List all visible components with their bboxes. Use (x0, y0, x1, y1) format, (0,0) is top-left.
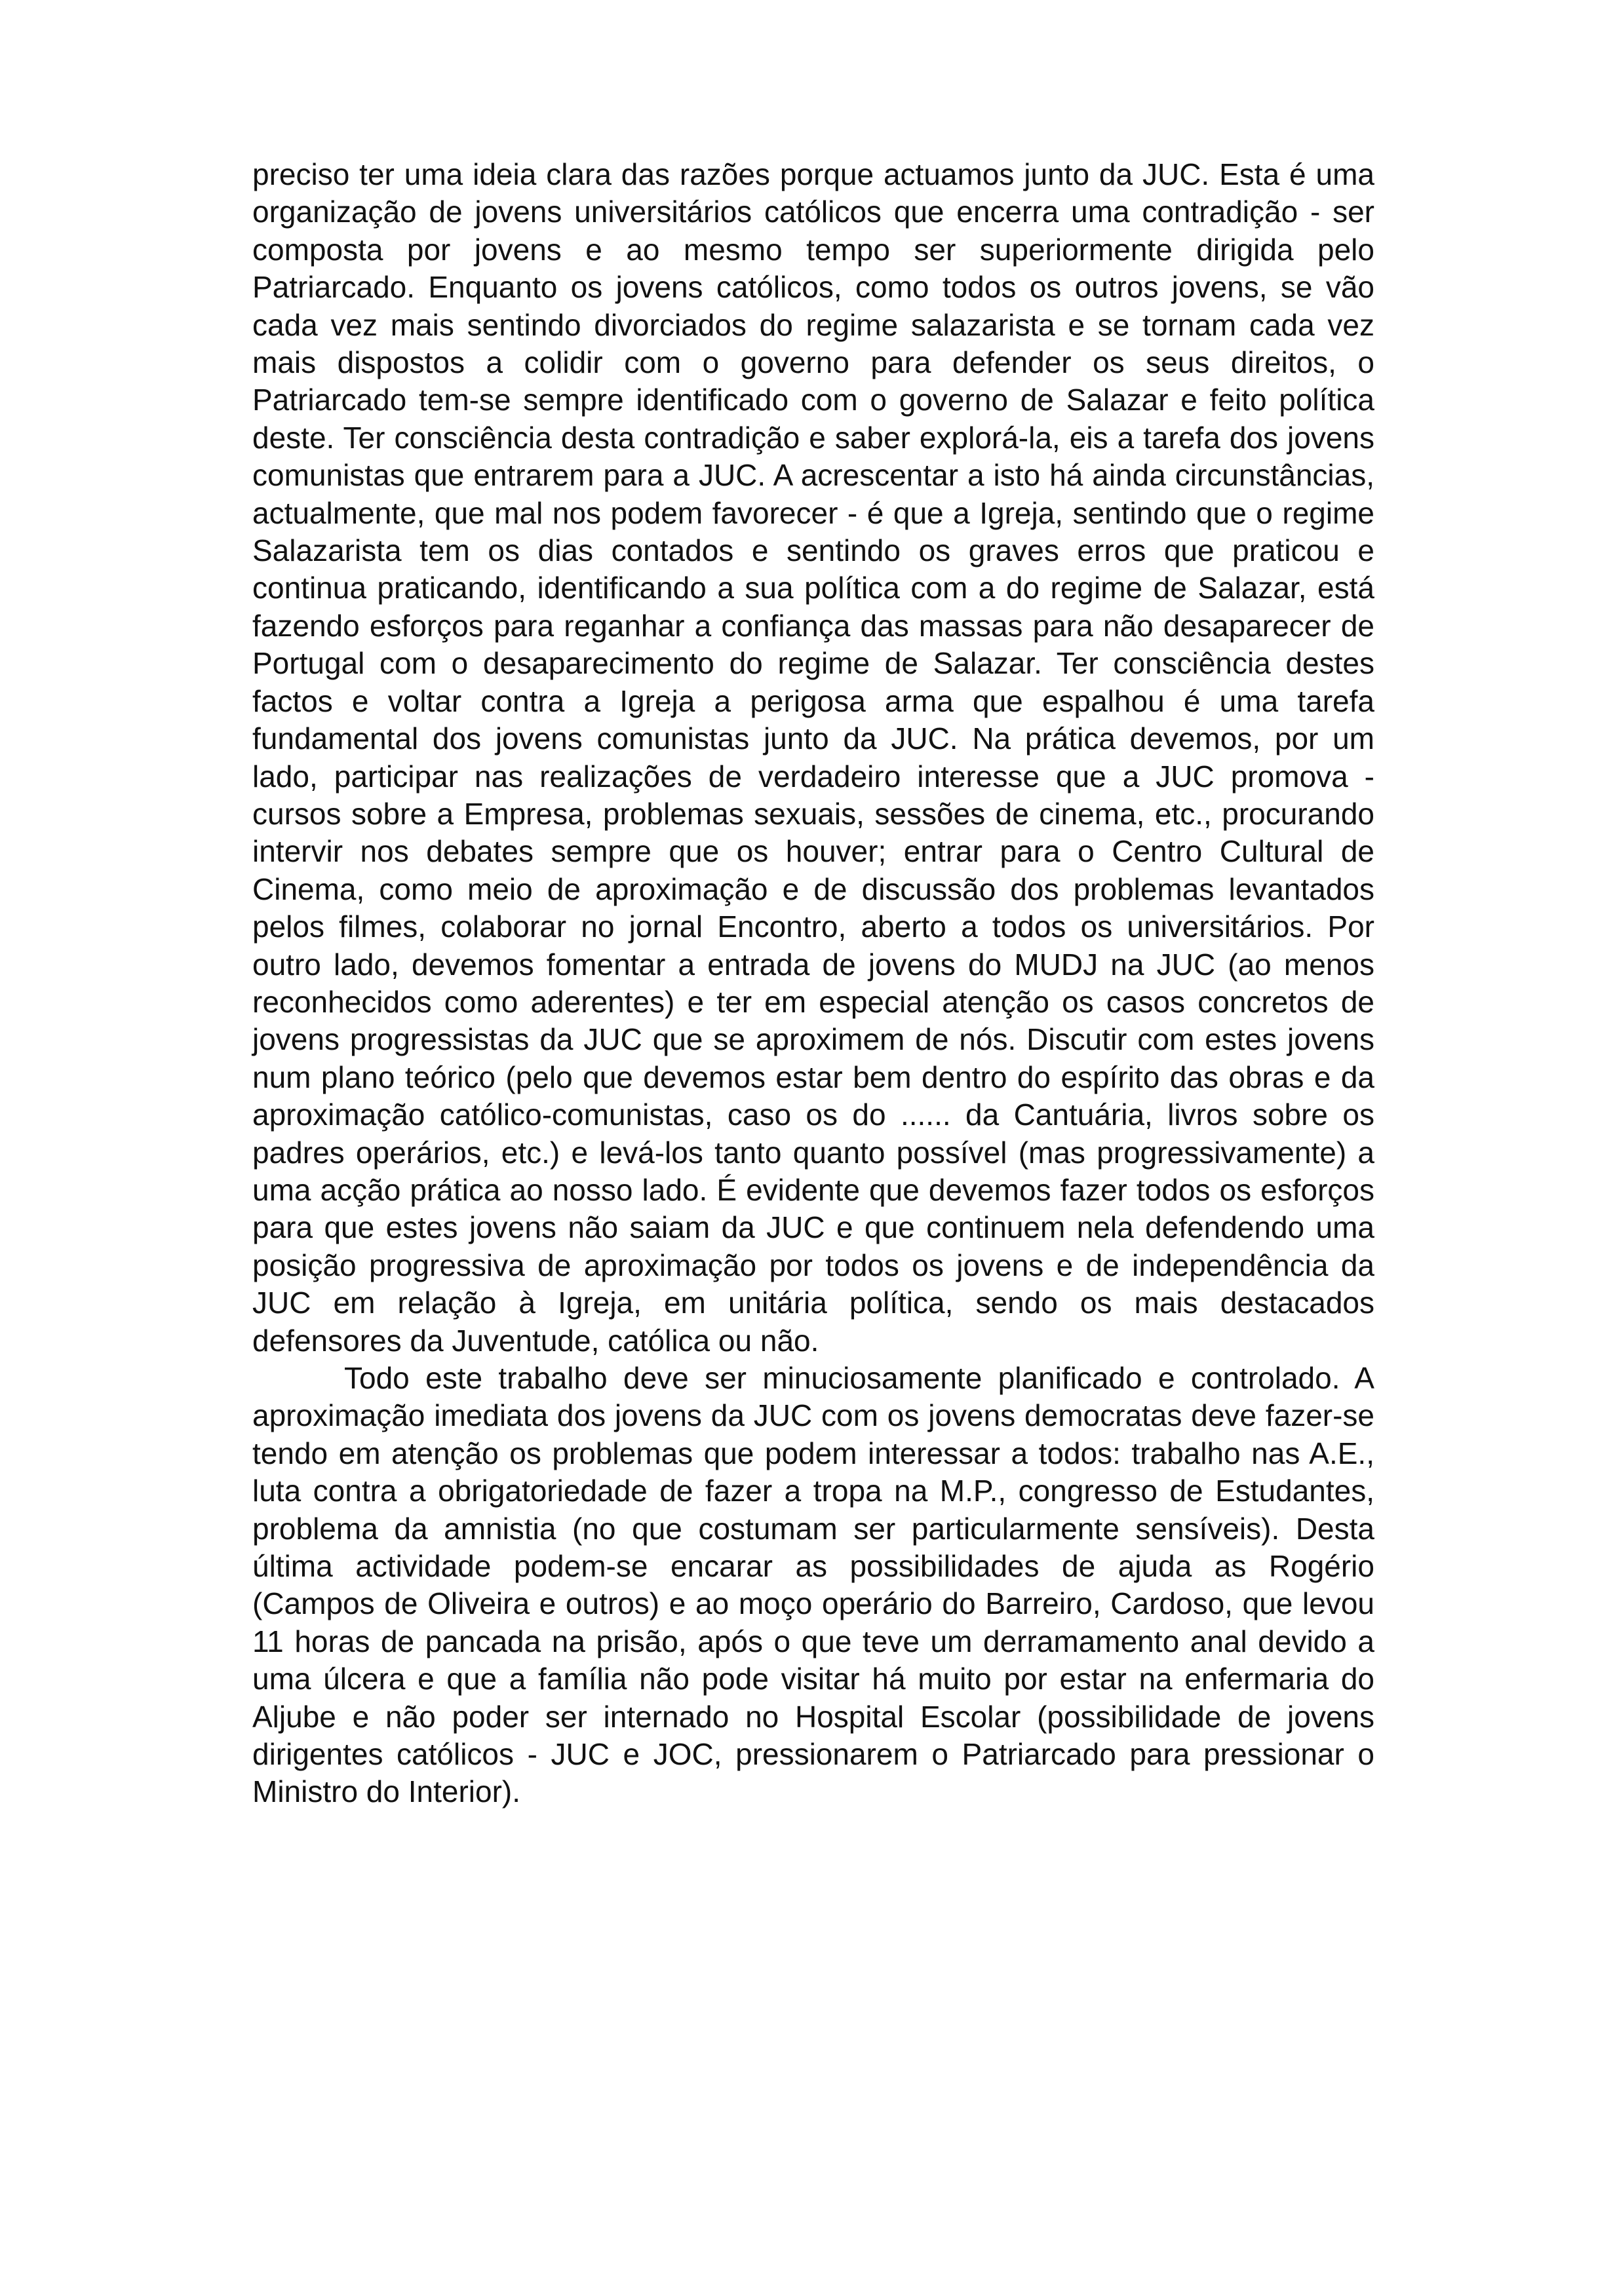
document-body (252, 156, 1374, 1811)
paragraph-2: Todo este trabalho deve ser minuciosamente planificado e controlado. A aproximação imediata dos jovens da JUC com os jovens democratas deve fazer-se tendo em atenção os problemas que podem interessar a todos: trabalho nas A.E., luta contra a obrigatoriedade de fazer a tropa na M.P., congresso de Estudantes, problema da amnistia (no que costumam ser particularmente sensíveis). Desta última actividade podem-se encarar as possibilidades de ajuda as Rogério (Campos de Oliveira e outros) e ao moço operário do Barreiro, Cardoso, que levou 11 horas de pancada na prisão, após o que teve um derramamento anal devido a uma úlcera e que a família não pode visitar há muito por estar na enfermaria do Aljube e não poder ser internado no Hospital Escolar (possibilidade de jovens dirigentes católicos - JUC e JOC, pressionarem o Patriarcado para pressionar o Ministro do Interior). (252, 1361, 1374, 1809)
paragraph-1: preciso ter uma ideia clara das razões porque actuamos junto da JUC. Esta é uma organização de jovens universitários católicos que encerra uma contradição - ser composta por jovens e ao mesmo tempo ser superiormente dirigida pelo Patriarcado. Enquanto os jovens católicos, como todos os outros jovens, se vão cada vez mais sentindo divorciados do regime salazarista e se tornam cada vez mais dispostos a colidir com o governo para defender os seus direitos, o Patriarcado tem-se sempre identificado com o governo de Salazar e feito política deste. Ter consciência desta contradição e saber explorá-la, eis a tarefa dos jovens comunistas que entrarem para a JUC. A acrescentar a isto há ainda circunstâncias, actualmente, que mal nos podem favorecer - é que a Igreja, sentindo que o regime Salazarista tem os dias contados e sentindo os graves erros que praticou e continua praticando, identificando a sua política com a do regime de Salazar, está fazendo esforços para reganhar a confiança das massas para não desaparecer de Portugal com o desaparecimento do regime de Salazar. Ter consciência destes factos e voltar contra a Igreja a perigosa arma que espalhou é uma tarefa fundamental dos jovens comunistas junto da JUC. Na prática devemos, por um lado, participar nas realizações de verdadeiro interesse que a JUC promova - cursos sobre a Empresa, problemas sexuais, sessões de cinema, etc., procurando intervir nos debates sempre que os houver; entrar para o Centro Cultural de Cinema, como meio de aproximação e de discussão dos problemas levantados pelos filmes, colaborar no jornal Encontro, aberto a todos os universitários. Por outro lado, devemos fomentar a entrada de jovens do MUDJ na JUC (ao menos reconhecidos como aderentes) e ter em especial atenção os casos concretos de jovens progressistas da JUC que se aproximem de nós. Discutir com estes jovens num plano teórico (pelo que devemos estar bem dentro do espírito das obras e da aproximação católico-comunistas, caso os do ...... da Cantuária, livros sobre os padres operários, etc.) e levá-los tanto quanto possível (mas progressivamente) a uma acção prática ao nosso lado. É evidente que devemos fazer todos os esforços para que estes jovens não saiam da JUC e que continuem nela defendendo uma posição progressiva de aproximação por todos os jovens e de independência da JUC em relação à Igreja, em unitária política, sendo os mais destacados defensores da Juventude, católica ou não. (252, 157, 1374, 1358)
